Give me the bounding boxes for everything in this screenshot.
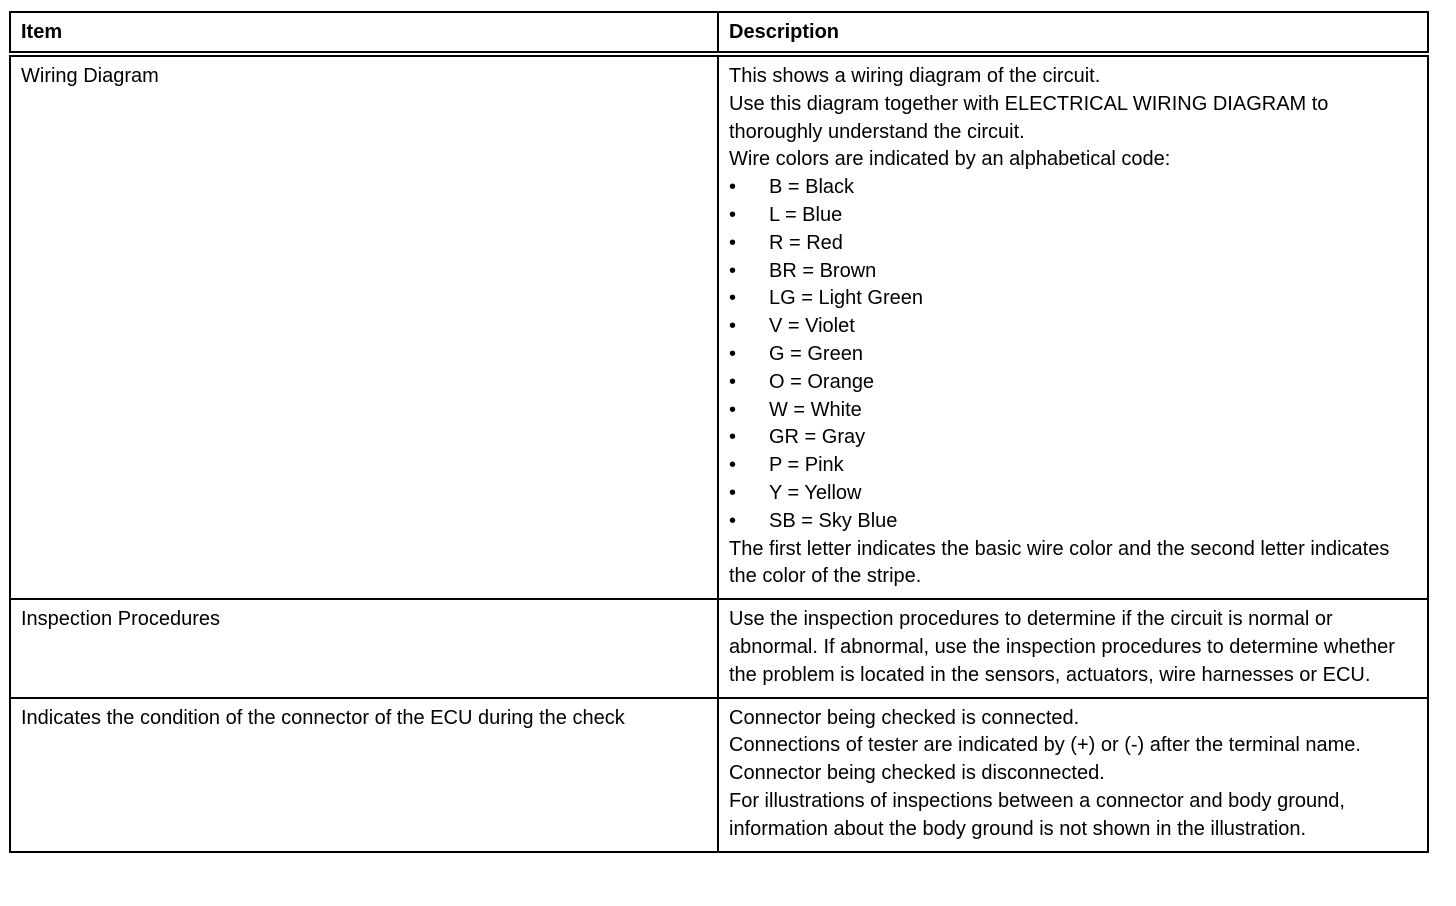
legend-table	[9, 11, 1429, 853]
wire-color-code: LG = Light Green	[769, 287, 923, 310]
table-row-wiring-diagram	[10, 54, 1428, 599]
wire-color-code: O = Orange	[769, 370, 875, 393]
wire-color-code: B = Black	[769, 176, 855, 199]
description-line: Wire colors are indicated by an alphabetical code:	[729, 148, 1171, 171]
description-line: Connector being checked is disconnected.	[729, 762, 1105, 785]
bullet-icon: •	[729, 426, 737, 449]
wire-color-code: P = Pink	[769, 454, 844, 477]
bullet-icon: •	[729, 509, 737, 532]
item-cell: Indicates the condition of the connector of the ECU during the check	[10, 698, 718, 852]
list-item	[729, 424, 1417, 452]
bullet-icon: •	[729, 315, 737, 338]
description-line: Connector being checked is connected.	[729, 706, 1080, 729]
wire-color-code: R = Red	[769, 231, 843, 254]
list-item	[729, 452, 1417, 480]
list-item	[729, 230, 1417, 258]
wire-color-list	[729, 174, 1417, 535]
list-item	[729, 397, 1417, 425]
bullet-icon: •	[729, 231, 737, 254]
header-row	[10, 12, 1428, 54]
wire-color-code: BR = Brown	[769, 259, 877, 282]
table-row-connector-condition	[10, 698, 1428, 852]
description-line: This shows a wiring diagram of the circuit.	[729, 65, 1101, 87]
bullet-icon: •	[729, 342, 737, 365]
description-cell	[718, 698, 1428, 852]
list-item	[729, 369, 1417, 397]
bullet-icon: •	[729, 259, 737, 282]
wire-color-code: L = Blue	[769, 203, 843, 226]
list-item	[729, 258, 1417, 286]
description-line: For illustrations of inspections between a connector and body ground, information about the body ground is not shown in the illustration.	[729, 789, 1345, 840]
list-item	[729, 202, 1417, 230]
bullet-icon: •	[729, 176, 737, 199]
wire-color-code: SB = Sky Blue	[769, 509, 898, 532]
description-line: Connections of tester are indicated by (+) or (-) after the terminal name.	[729, 734, 1361, 757]
list-item	[729, 174, 1417, 202]
item-cell: Inspection Procedures	[10, 599, 718, 697]
wire-color-code: V = Violet	[769, 315, 855, 338]
list-item	[729, 480, 1417, 508]
list-item	[729, 341, 1417, 369]
wire-color-code: Y = Yellow	[769, 481, 862, 504]
bullet-icon: •	[729, 203, 737, 226]
list-item	[729, 285, 1417, 313]
description-line: Use the inspection procedures to determine if the circuit is normal or abnormal. If abnormal, use the inspection procedures to determine whether the problem is located in the sensors, actuators, wire harnesses or ECU.	[729, 608, 1395, 686]
bullet-icon: •	[729, 454, 737, 477]
wire-color-code: W = White	[769, 398, 862, 421]
description-line: The first letter indicates the basic wire color and the second letter indicates the color of the stripe.	[729, 537, 1390, 588]
description-cell	[718, 599, 1428, 697]
list-item	[729, 508, 1417, 536]
description-cell	[718, 54, 1428, 599]
bullet-icon: •	[729, 481, 737, 504]
list-item	[729, 313, 1417, 341]
wire-color-code: GR = Gray	[769, 426, 866, 449]
table-row-inspection-procedures	[10, 599, 1428, 697]
description-line: Use this diagram together with ELECTRICAL WIRING DIAGRAM to thoroughly understand the circuit.	[729, 92, 1329, 143]
bullet-icon: •	[729, 398, 737, 421]
wire-color-code: G = Green	[769, 342, 863, 365]
bullet-icon: •	[729, 287, 737, 310]
item-cell: Wiring Diagram	[10, 54, 718, 599]
header-item: Item	[10, 12, 718, 54]
header-description: Description	[718, 12, 1428, 54]
bullet-icon: •	[729, 370, 737, 393]
